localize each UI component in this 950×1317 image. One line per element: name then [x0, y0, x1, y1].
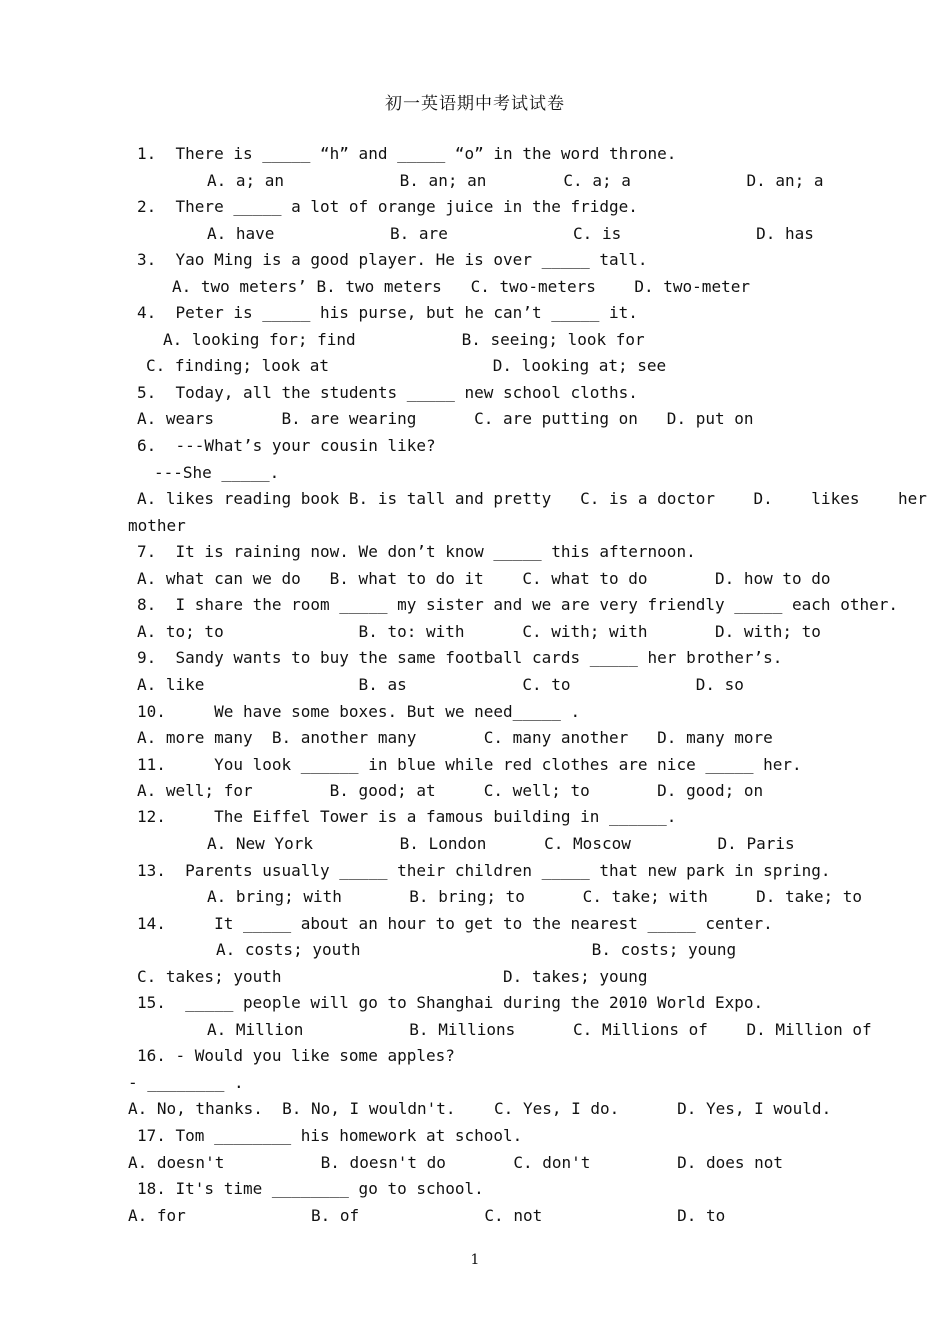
question-line: A. well; for B. good; at C. well; to D. good; on — [137, 781, 764, 800]
question-line: 1. There is _____ “h” and _____ “o” in the word throne. — [137, 144, 677, 163]
question-line: 9. Sandy wants to buy the same football cards _____ her brother’s. — [137, 648, 783, 667]
question-line: A. bring; with B. bring; to C. take; with D. take; to — [207, 887, 863, 906]
question-line: A. like B. as C. to D. so — [137, 675, 744, 694]
question-line: A. costs; youth B. costs; young — [216, 940, 737, 959]
question-line: 17. Tom ________ his homework at school. — [137, 1126, 523, 1145]
question-line: A. looking for; find B. seeing; look for — [163, 330, 645, 349]
question-line: 10. We have some boxes. But we need_____ . — [137, 702, 581, 721]
question-line: C. takes; youth D. takes; young — [137, 967, 648, 986]
question-line: A. wears B. are wearing C. are putting on D. put on — [137, 409, 754, 428]
question-line: 11. You look ______ in blue while red clothes are nice _____ her. — [137, 755, 802, 774]
question-line: A. to; to B. to: with C. with; with D. with; to — [137, 622, 821, 641]
question-line: ---She _____. — [154, 463, 280, 482]
question-line: 12. The Eiffel Tower is a famous building in ______. — [137, 807, 677, 826]
question-line: A. New York B. London C. Moscow D. Paris — [207, 834, 795, 853]
page-title: 初一英语期中考试试卷 — [385, 94, 565, 114]
page-number: 1 — [470, 1252, 480, 1268]
question-line: 5. Today, all the students _____ new school cloths. — [137, 383, 638, 402]
question-line: 15. _____ people will go to Shanghai during the 2010 World Expo. — [137, 993, 764, 1012]
question-line: A. doesn't B. doesn't do C. don't D. does not — [128, 1153, 784, 1172]
question-line: 14. It _____ about an hour to get to the nearest _____ center. — [137, 914, 773, 933]
question-line: 6. ---What’s your cousin like? — [137, 436, 436, 455]
question-line: 16. - Would you like some apples? — [137, 1046, 455, 1065]
question-line: 3. Yao Ming is a good player. He is over _____ tall. — [137, 250, 648, 269]
question-line: - ________ . — [128, 1073, 244, 1092]
question-line: A. a; an B. an; an C. a; a D. an; a — [207, 171, 824, 190]
question-line: A. Million B. Millions C. Millions of D. Million of — [207, 1020, 872, 1039]
question-line: A. more many B. another many C. many another D. many more — [137, 728, 773, 747]
question-line: 8. I share the room _____ my sister and we are very friendly _____ each other. — [137, 595, 898, 614]
question-line: A. for B. of C. not D. to — [128, 1206, 726, 1225]
question-line: 13. Parents usually _____ their children _____ that new park in spring. — [137, 861, 831, 880]
question-line: 2. There _____ a lot of orange juice in the fridge. — [137, 197, 638, 216]
question-line: A. No, thanks. B. No, I wouldn't. C. Yes, I do. D. Yes, I would. — [128, 1099, 832, 1118]
question-line: mother — [128, 516, 186, 535]
question-line: 7. It is raining now. We don’t know _____ this afternoon. — [137, 542, 696, 561]
question-line: 4. Peter is _____ his purse, but he can’t _____ it. — [137, 303, 638, 322]
question-line: A. have B. are C. is D. has — [207, 224, 814, 243]
question-line: 18. It's time ________ go to school. — [137, 1179, 484, 1198]
question-line: A. what can we do B. what to do it C. what to do D. how to do — [137, 569, 831, 588]
question-line: A. two meters’ B. two meters C. two-meters D. two-meter — [172, 277, 750, 296]
question-line: A. likes reading book B. is tall and pretty C. is a doctor D. likes her — [137, 489, 927, 508]
question-line: C. finding; look at D. looking at; see — [146, 356, 667, 375]
